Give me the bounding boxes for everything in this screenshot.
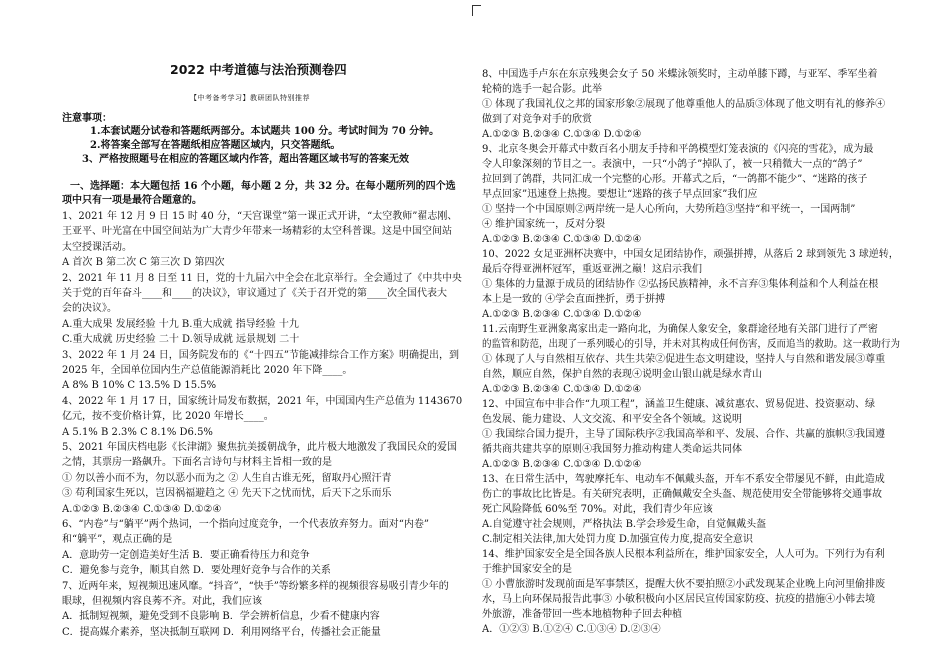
- text-line: A 8% B 10% C 13.5% D 15.5%: [62, 380, 217, 392]
- text-line: ④ 维护国家统一，反对分裂: [482, 219, 606, 230]
- text-line: 之情，其票房一路飙升。下面名言诗句与材料主旨相一致的是: [62, 457, 332, 469]
- text-line: A.重大成果 发展经验 十九 B.重大成就 指导经验 十九: [62, 318, 299, 330]
- text-line: ① 我国综合国力提升，主导了国际秩序②我国高举和平、发展、合作、共赢的旗帜③我国遵: [482, 429, 886, 440]
- text-line: 4、2022 年 1 月 17 日，国家统计局发布数据，2021 年，中国国内生产总值为 1143670: [62, 395, 463, 407]
- text-line: A．①②③ B.①②④ C.①③④ D.②③④: [482, 624, 661, 635]
- text-line: ① 体现了我国礼仪之邦的国家形象②展现了他尊重他人的品质③体现了他文明有礼的修养④: [482, 99, 886, 110]
- text-line: 5、2021 年国庆档电影《长津湖》聚焦抗美援朝战争，此片极大地激发了我国民众的爱国: [62, 442, 457, 453]
- right-column: [482, 0, 902, 671]
- text-line: 早点回家”迅速登上热搜。要想让“迷路的孩子早点回家”我们应: [482, 189, 758, 200]
- section-heading: 一、选择题：本大题包括 16 个小题，每小题 2 分，共 32 分。在每小题所列的四个选: [70, 181, 456, 192]
- text-line: ① 集体的力量源于成员的团结协作 ②弘扬民族精神，永不言弃③集体利益和个人利益在根: [482, 279, 879, 290]
- text-line: C．避免参与竞争，顺其自然 D．要处理好竞争与合作的关系: [62, 565, 331, 577]
- text-line: 14、维护国家安全是全国各族人民根本利益所在，维护国家安全，人人可为。下列行为有利: [482, 549, 885, 560]
- text-line: 死亡风险降低 60%至 70%。对此，我们青少年应该: [482, 504, 713, 515]
- text-line: 7、近两年来，短视频迅速风靡。“抖音”，“快手”等纷繁多样的视频很容易吸引青少年的: [62, 580, 449, 592]
- text-line: A 5.1% B 2.3% C 8.1% D6.5%: [62, 426, 213, 438]
- text-line: A.①②③ B.②③④ C.①③④ D.①②④: [482, 309, 642, 320]
- text-line: A．意助劳一定创造美好生活 B．要正确看待压力和竞争: [62, 549, 310, 561]
- text-line: A.①②③ B.②③④ C.①③④ D.①②④: [482, 459, 642, 470]
- text-line: 10、2022 女足亚洲杯决赛中，中国女足团结协作，顽强拼搏，从落后 2 球到领先 3 球逆转，: [482, 249, 899, 260]
- text-line: C.制定相关法律,加大处罚力度 D.加强宣传力度,提高安全意识: [482, 534, 753, 545]
- text-line: 伤亡的事故比比皆是。有关研究表明，正确佩戴安全头盔、规范使用安全带能够将交通事故: [482, 489, 882, 500]
- text-line: 关于党的百年奋斗____和____的决议》，审议通过了《关于召开党的第____次全国代表大: [62, 288, 447, 299]
- text-line: 水，马上向环保局报告此事③ 小敏积极向小区居民宣传国家防疫、抗疫的措施④小韩去境: [482, 594, 876, 605]
- text-line: 12、中国宣布中非合作“九项工程”，涵盖卫生健康、减贫惠农、贸易促进、投资驱动、绿: [482, 399, 875, 410]
- text-line: 3、2022 年 1 月 24 日，国务院发布的《“十四五”节能减排综合工作方案》明确提出，到: [62, 349, 460, 361]
- text-line: A.①②③ B.②③④ C.①③④ D.①②④: [482, 384, 642, 395]
- exam-title: 2022 中考道德与法治预测卷四: [170, 62, 347, 77]
- text-line: A.①②③ B.②③④ C.①③④ D.①②④: [62, 503, 222, 515]
- text-line: 亿元，按不变价格计算，比 2020 年增长____。: [62, 411, 274, 423]
- text-line: ③ 苟利国家生死以，岂因祸福避趋之 ④ 先天下之忧而忧，后天下之乐而乐: [62, 488, 392, 500]
- text-line: 2、2021 年 11 月 8 日至 11 日，党的十九届六中全会在北京举行。全会通过了《中共中央: [62, 272, 462, 284]
- text-line: A.①②③ B.②③④ C.①③④ D.①②④: [482, 129, 642, 140]
- text-line: 外旅游，准备带回一些本地植物种子回去种植: [482, 609, 682, 620]
- text-line: 6、“内卷”与“躺平”两个热词，一个指向过度竞争，一个代表放弃努力。面对“内卷”: [62, 519, 430, 530]
- text-line: 1、2021 年 12 月 9 日 15 时 40 分，“天宫课堂”第一课正式开讲，“太空教师”翟志刚、: [62, 211, 458, 222]
- text-line: 会的决议》。: [62, 303, 117, 315]
- text-line: 和“躺平”，观点正确的是: [62, 534, 173, 546]
- text-line: 8、中国选手卢东在东京残奥会女子 50 米蝶泳领奖时，主动单膝下蹲，与亚军、季军坐着: [482, 69, 878, 80]
- text-line: A 首次 B 第二次 C 第三次 D 第四次: [62, 257, 225, 269]
- text-line: 循共商共建共享的原则④我国努力推动构建人类命运共同体: [482, 444, 742, 455]
- text-line: 于维护国家安全的是: [482, 564, 572, 575]
- left-column: [62, 0, 464, 671]
- text-line: 令人印象深刻的节目之一。表演中，一只“小鸽子”掉队了，被一只稍微大一点的“鸽子”: [482, 159, 863, 170]
- note-line: 1.本套试题分试卷和答题纸两部分。本试题共 100 分。考试时间为 70 分钟。: [90, 126, 440, 137]
- text-line: C.重大成就 历史经验 二十 D.领导成就 远景规划 二十: [62, 334, 300, 346]
- text-line: 轮椅的选手一起合影。此举: [482, 84, 602, 95]
- text-line: A.自觉遵守社会规则，严格执法 B.学会珍爱生命，自觉佩戴头盔: [482, 519, 767, 530]
- text-line: C．提高媒介素养，坚决抵制互联网 D．利用网络平台，传播社会正能量: [62, 626, 381, 638]
- text-line: ① 小曹旅游时发现前面是军事禁区，提醒大伙不要拍照②小武发现某企业晚上向河里偷排废: [482, 579, 886, 590]
- text-line: 色发展、能力建设、人文交流、和平安全各个领域。这说明: [482, 414, 742, 425]
- text-line: 最后夺得亚洲杯冠军，重返亚洲之巅！这启示我们: [482, 264, 702, 275]
- text-line: ① 勿以善小而不为，勿以恶小而为之 ② 人生自古谁无死，留取丹心照汗青: [62, 472, 392, 484]
- text-line: 13、在日常生活中，驾驶摩托车、电动车不佩戴头盔，开车不系安全带屡见不鲜，由此造成: [482, 474, 885, 485]
- text-line: 做到了对竞争对手的欣赏: [482, 114, 592, 125]
- text-line: 11.云南野生亚洲象离家出走一路向北，为确保人象安全，象群途径地有关部门进行了严密: [482, 324, 878, 335]
- text-line: A．抵制短视频，避免受到不良影响 B．学会辨析信息，少看不健康内容: [62, 611, 380, 623]
- text-line: ① 坚持一个中国原则②两岸统一是人心所向，大势所趋③坚持“和平统一，一国两制”: [482, 204, 856, 215]
- text-line: 太空授课活动。: [62, 241, 132, 253]
- text-line: 拉回到了鸽群，共同汇成一个完整的心形。开幕式之后，“一鸽都不能少”、“迷路的孩子: [482, 174, 868, 185]
- note-line: 2.将答案全部写在答题纸相应答题区域内，只交答题纸。: [90, 140, 341, 151]
- text-line: 的监管和防范，出现了一系列暖心的引导，并未对其构成任何伤害，反而追当的救助。这一救助行为: [482, 339, 900, 350]
- text-line: 王亚平、叶光富在中国空间站为广大青少年带来一场精彩的太空科普课。这是中国空间站: [62, 226, 452, 238]
- notes-title: 注意事项：: [62, 113, 112, 124]
- text-line: A.①②③ B.②③④ C.①③④ D.①②④: [482, 234, 642, 245]
- text-line: ① 体现了人与自然相互依存、共生共荣②促进生态文明建设，坚持人与自然和谐发展③尊重: [482, 354, 886, 365]
- note-line: 3、严格按照题号在相应的答题区域内作答，超出答题区域书写的答案无效: [82, 154, 409, 165]
- text-line: 本上是一致的 ④学会直面挫折，勇于拼搏: [482, 294, 666, 305]
- fold-mark: [472, 5, 481, 16]
- section-heading: 项中只有一项是最符合题意的。: [62, 195, 202, 206]
- text-line: 9、北京冬奥会开幕式中数百名小朋友手持和平鸽模型灯笼表演的《闪亮的雪花》，成为最: [482, 144, 874, 155]
- text-line: 2025 年，全国单位国内生产总值能源消耗比 2020 年下降____。: [62, 365, 353, 376]
- exam-subtitle: 【中考备考学习】教研团队特别推荐: [190, 94, 310, 102]
- text-line: 自然，顺应自然，保护自然的表现④说明金山银山就是绿水青山: [482, 369, 762, 380]
- text-line: 眼球，但视频内容良莠不齐。对此，我们应该: [62, 596, 262, 607]
